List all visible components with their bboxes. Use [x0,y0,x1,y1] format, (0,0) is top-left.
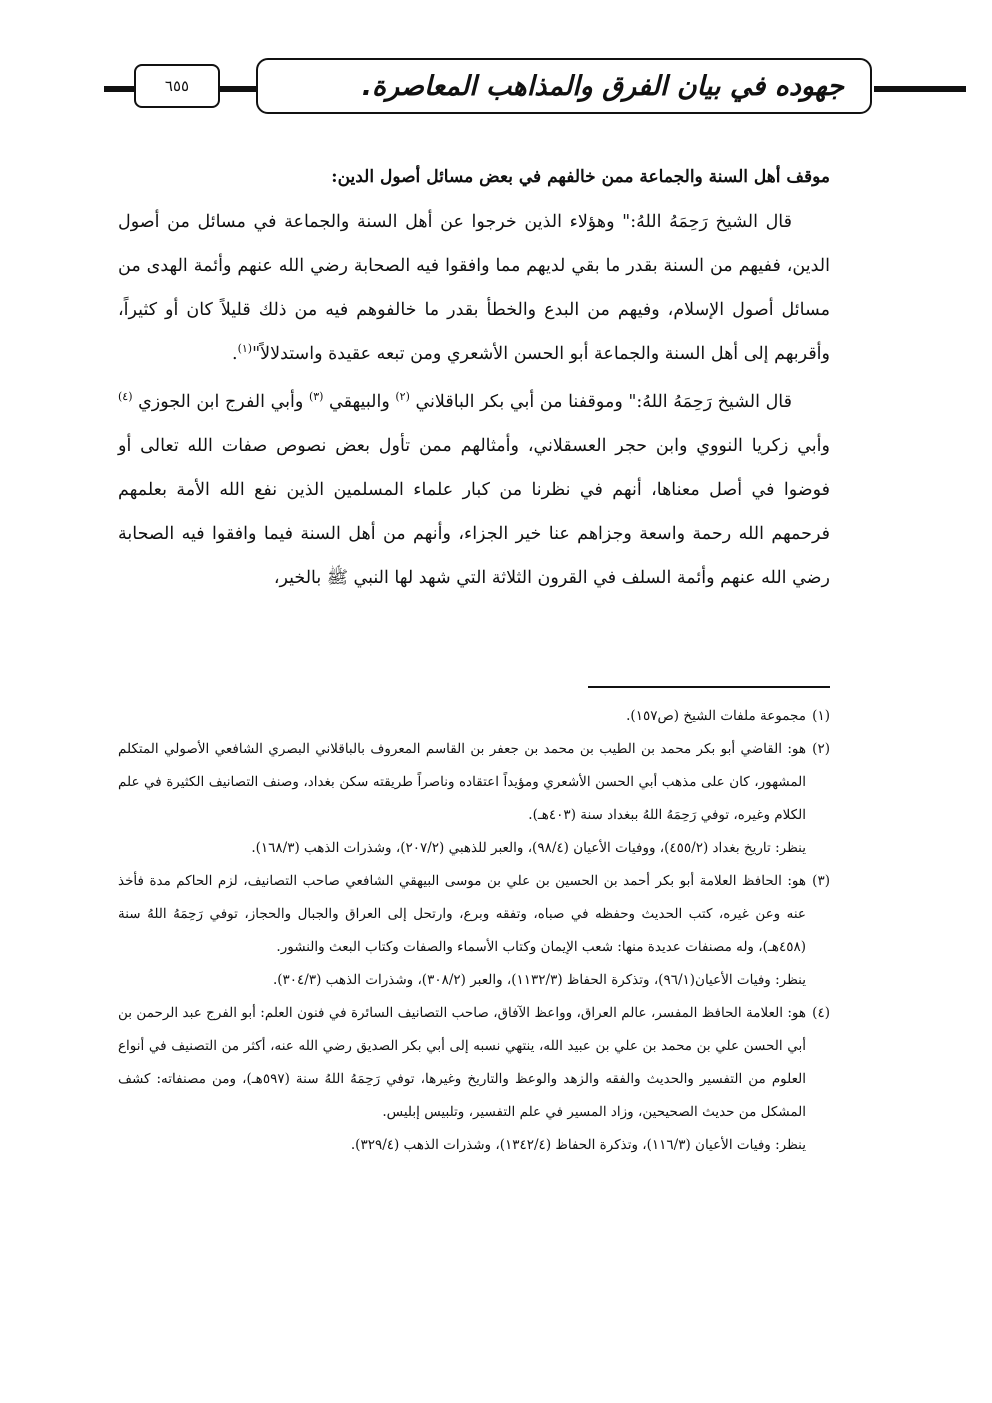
footnote-3-sources: ينظر: وفيات الأعيان(٩٦/١)، وتذكرة الحفاظ (١١٣٢/٣)، والعبر (٣٠٨/٢)، وشذرات الذهب (٣٠٤/٣). [272,972,806,988]
footnote-3 [118,865,830,964]
page-number: ٦٥٥ [134,64,220,108]
header-rule-middle [216,86,256,92]
paragraph-2-text-b: والبيهقي [323,392,396,412]
header-rule-left [104,86,134,92]
section-heading: موقف أهل السنة والجماعة ممن خالفهم في بعض مسائل أصول الدين: [331,167,830,187]
footnote-ref-1[interactable]: (١) [237,342,253,356]
footnote-2 [118,733,830,832]
footnote-text: هو: الحافظ العلامة أبو بكر أحمد بن الحسين بن علي بن موسى البيهقي الشافعي صاحب التصانيف، لزم الحاكم مدة فأخذ عنه وعن غيره، كتب الحديث وحفظه في صباه، وتفقه وبرع، وارتحل إلى العراق والجبال والحجاز، توفي رَحِمَهُ اللهُ سنة (٤٥٨هـ)، وله مصنفات عديدة منها: شعب الإيمان وكتاب الأسماء والصفات وكتاب البعث والنشور. [118,873,806,955]
footnote-separator [588,686,830,688]
footnote-number: (٤) [812,1005,830,1021]
header-rule-right [874,86,966,92]
paragraph-1-text: قال الشيخ رَحِمَهُ اللهُ:" وهؤلاء الذين خرجوا عن أهل السنة والجماعة في مسائل من أصول الدين، ففيهم من السنة بقدر ما بقي لديهم مما وافقوا فيه الصحابة رضي الله عنهم وأئمة الهدى من مسائل أصول الإسلام، وفيهم من البدع والخطأ بقدر ما خالفوهم فيه من ذلك قليلاً كان أو كثيراً، وأقربهم إلى أهل السنة والجماعة أبو الحسن الأشعري ومن تبعه عقيدة واستدلالاً" [118,212,830,364]
paragraph-2 [118,380,830,600]
footnote-2-sources: ينظر: تاريخ بغداد (٤٥٥/٢)، ووفيات الأعيان (٩٨/٤)، والعبر للذهبي (٢٠٧/٢)، وشذرات الذهب (١٦٨/٣). [251,840,806,856]
footnote-4-sources: ينظر: وفيات الأعيان (١١٦/٣)، وتذكرة الحفاظ (١٣٤٢/٤)، وشذرات الذهب (٣٢٩/٤). [350,1137,806,1153]
footnote-ref-4[interactable]: (٤) [118,390,133,404]
footnote-text: هو: القاضي أبو بكر محمد بن الطيب بن محمد بن جعفر بن القاسم المعروف بالباقلاني البصري الشافعي الأصولي المتكلم المشهور، كان على مذهب أبي الحسن الأشعري ومؤيداً اعتقاده وناصراً طريقته سكن بغداد، وصنف التصانيف الكثيرة في علم الكلام وغيره، توفي رَحِمَهُ اللهُ ببغداد سنة (٤٠٣هـ). [118,741,806,823]
paragraph-1: قال الشيخ رَحِمَهُ اللهُ:" وهؤلاء الذين خرجوا عن أهل السنة والجماعة في مسائل من أصول الدين، ففيهم من السنة بقدر ما بقي لديهم مما وافقوا فيه الصحابة رضي الله عنهم وأئمة الهدى من مسائل أصول الإسلام، وفيهم من البدع والخطأ بقدر ما خالفوهم فيه من ذلك قليلاً كان أو كثيراً، وأقربهم إلى أهل السنة والجماعة أبو الحسن الأشعري ومن تبعه عقيدة واستدلالاً"$^{(١)}$. [118,212,830,364]
running-title: جهوده في بيان الفرق والمذاهب المعاصرة. [256,58,872,114]
footnote-ref-2[interactable]: (٢) [395,390,410,404]
footnote-ref-3[interactable]: (٣) [308,390,324,404]
paragraph-2-text-d: وأبي زكريا النووي وابن حجر العسقلاني، وأمثالهم ممن تأول بعض نصوص صفات الله تعالى أو فوضوا في أصل معناها، أنهم في نظرنا من كبار علماء المسلمين الذين نفع الله الأمة بعلمهم فرحمهم الله رحمة واسعة وجزاهم عنا خير الجزاء، وأنهم من أهل السنة فيما وافقوا فيه الصحابة رضي الله عنهم وأئمة السلف في القرون الثلاثة التي شهد لها النبي ﷺ بالخير، [118,436,831,588]
footnote-number: (٢) [812,741,830,757]
footnote-text: مجموعة ملفات الشيخ (ص١٥٧). [626,708,806,724]
footnote-number: (٣) [812,873,830,889]
footnote-1 [118,700,830,733]
footnote-text: هو: العلامة الحافظ المفسر، عالم العراق، وواعظ الآفاق، صاحب التصانيف السائرة في فنون العلم: أبو الفرج عبد الرحمن بن أبي الحسن علي بن محمد بن علي بن عبيد الله، ينتهي نسبه إلى أبي بكر الصديق رضي الله عنه، أكثر من التصنيف في أنواع العلوم من التفسير والحديث والفقه والزهد والوعظ والتاريخ وغيرها، توفي رَحِمَهُ اللهُ سنة (٥٩٧هـ)، ومن مصنفاته: كشف المشكل من حديث الصحيحين، وزاد المسير في علم التفسير، وتلبيس إبليس. [118,1005,806,1120]
paragraph-2-text-c: وأبي الفرج ابن الجوزي [132,392,309,412]
paragraph-2-text-a: قال الشيخ رَحِمَهُ اللهُ:" وموقفنا من أبي بكر الباقلاني [409,392,792,412]
footnotes [118,700,830,1162]
main-text [118,162,830,600]
footnote-number: (١) [812,708,830,724]
footnote-4 [118,997,830,1129]
